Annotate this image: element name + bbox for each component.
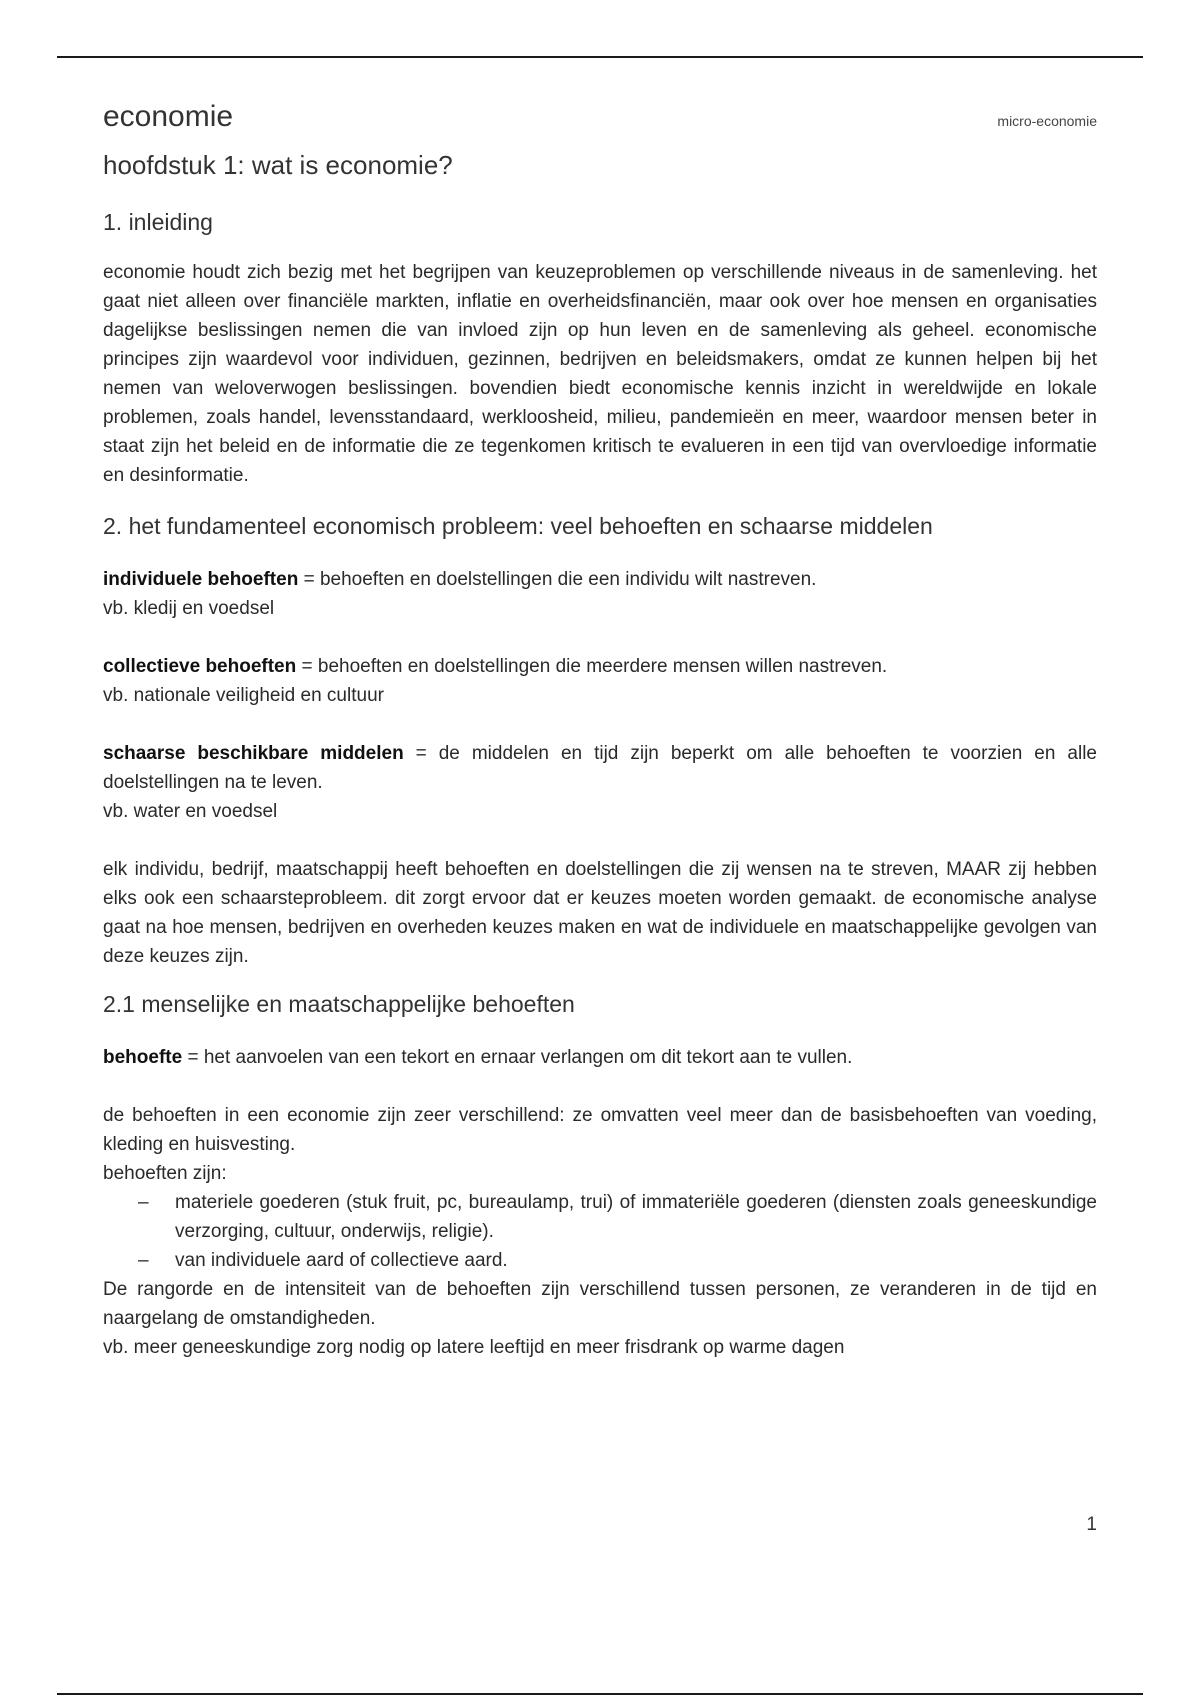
section-2-1-closing: De rangorde en de intensiteit van de behoeften zijn verschillend tussen personen, ze veranderen in de tijd en naargelang de omstandigheden. [103, 1279, 1097, 1329]
section-2-1-intro: de behoeften in een economie zijn zeer verschillend: ze omvatten veel meer dan de basisbehoeften van voeding, kleding en huisvesting. [103, 1105, 1097, 1155]
section-2-paragraph: elk individu, bedrijf, maatschappij heeft behoeften en doelstellingen die zij wensen na te streven, MAAR zij hebben elks ook een schaarsteprobleem. dit zorgt ervoor dat er keuzes moeten worden gemaakt. de economische analyse gaat na hoe mensen, bedrijven en overheden keuzes maken en wat de individuele en maatschappelijke gevolgen van deze keuzes zijn. [103, 859, 1097, 967]
header-subtitle: micro-economie [997, 113, 1097, 129]
dash-bullet: – [138, 1192, 149, 1213]
bottom-rule [57, 1693, 1143, 1695]
example-collectieve-behoeften: vb. nationale veiligheid en cultuur [103, 685, 384, 706]
top-rule [57, 56, 1143, 58]
document-title: economie [103, 100, 234, 133]
definition-collectieve-behoeften [103, 652, 1097, 681]
document-page [103, 100, 1097, 1362]
example-individuele-behoeften: vb. kledij en voedsel [103, 598, 275, 619]
definition-text: = behoeften en doelstellingen die meerdere mensen willen nastreven. [296, 656, 888, 677]
page-number: 1 [1086, 1514, 1097, 1535]
dash-bullet: – [138, 1250, 149, 1271]
term: collectieve behoeften [103, 656, 297, 677]
section-1-body: economie houdt zich bezig met het begrijpen van keuzeproblemen op verschillende niveaus in de samenleving. het gaat niet alleen over financiële markten, inflatie en overheidsfinanciën, maar ook over hoe mensen en organisaties dagelijkse beslissingen nemen die van invloed zijn op hun leven en de samenleving als geheel. economische principes zijn waardevol voor individuen, gezinnen, bedrijven en beleidsmakers, omdat ze kunnen helpen bij het nemen van weloverwogen beslissingen. bovendien biedt economische kennis inzicht in wereldwijde en lokale problemen, zoals handel, levensstandaard, werkloosheid, milieu, pandemieën en meer, waardoor mensen beter in staat zijn het beleid en de informatie die ze tegenkomen kritisch te evalueren in een tijd van overvloedige informatie en desinformatie. [103, 262, 1097, 486]
list-item-text: materiele goederen (stuk fruit, pc, bureaulamp, trui) of immateriële goederen (diensten zoals geneeskundige verzorging, cultuur, onderwijs, religie). [175, 1192, 1097, 1242]
definition-behoefte [103, 1043, 1097, 1072]
term: schaarse beschikbare middelen [103, 743, 404, 764]
list-item [138, 1246, 1097, 1275]
term: behoefte [103, 1047, 183, 1068]
behoeften-list [103, 1188, 1097, 1275]
section-2-heading: 2. het fundamenteel economisch probleem: veel behoeften en schaarse middelen [103, 513, 933, 539]
definition-text: = het aanvoelen van een tekort en ernaar verlangen om dit tekort aan te vullen. [182, 1047, 853, 1068]
definition-schaarse-middelen [103, 739, 1097, 797]
section-2-1-heading: 2.1 menselijke en maatschappelijke behoeften [103, 991, 575, 1017]
definition-text: = de middelen en tijd zijn beperkt om alle behoeften te voorzien en alle doelstellingen na te leven. [103, 743, 1097, 793]
example-schaarse-middelen: vb. water en voedsel [103, 801, 278, 822]
section-1-heading: 1. inleiding [103, 209, 213, 235]
list-item-text: van individuele aard of collectieve aard. [175, 1250, 508, 1271]
list-item [138, 1188, 1097, 1246]
section-2-1-example: vb. meer geneeskundige zorg nodig op latere leeftijd en meer frisdrank op warme dagen [103, 1337, 845, 1358]
term: individuele behoeften [103, 569, 299, 590]
chapter-title: hoofdstuk 1: wat is economie? [103, 150, 453, 180]
definition-text: = behoeften en doelstellingen die een individu wilt nastreven. [298, 569, 817, 590]
list-intro: behoeften zijn: [103, 1163, 227, 1184]
definition-individuele-behoeften [103, 565, 1097, 594]
header [103, 100, 1097, 134]
